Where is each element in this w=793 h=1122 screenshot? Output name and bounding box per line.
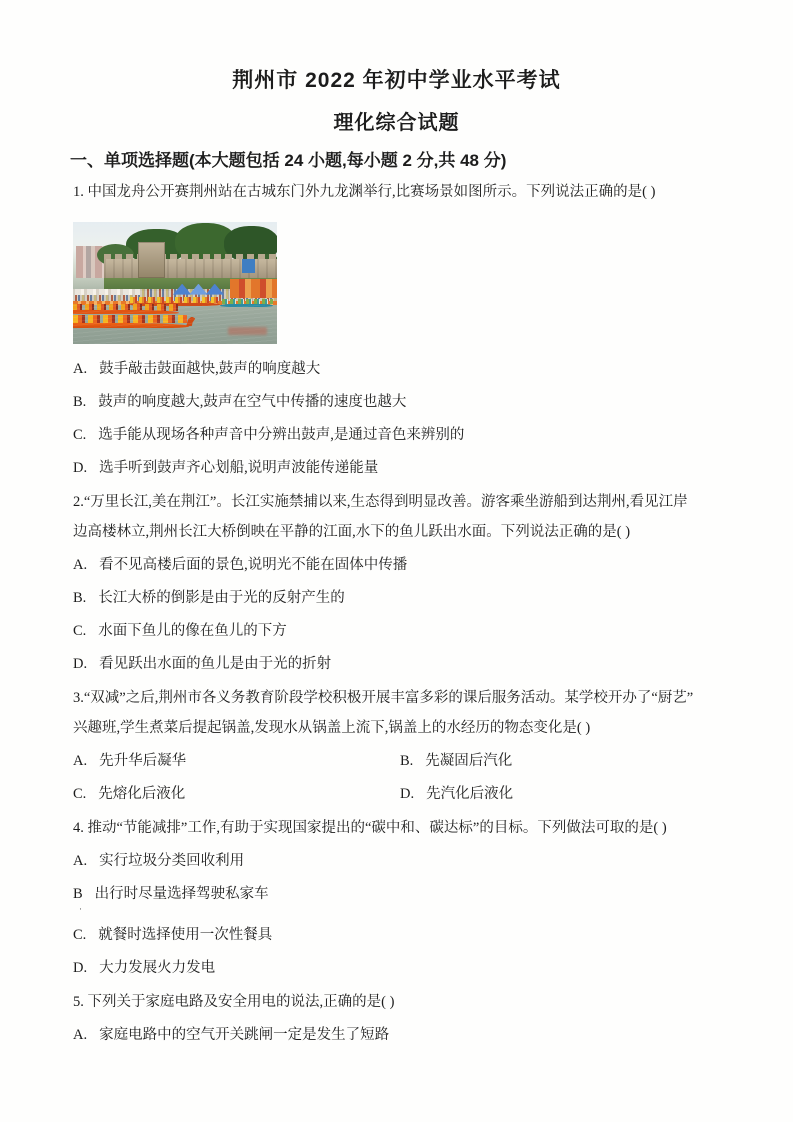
option-label: A. (73, 557, 88, 573)
question-3-option-a (73, 753, 400, 769)
option-label: A. (73, 1027, 88, 1043)
option-text: 长江大桥的倒影是由于光的反射产生的 (98, 590, 345, 606)
option-text: 鼓声的响度越大,鼓声在空气中传播的速度也越大 (98, 394, 407, 410)
question-3-option-d (400, 786, 793, 802)
question-1 (0, 184, 793, 476)
option-text: 先升华后凝华 (99, 753, 187, 769)
stray-print-mark: · (79, 904, 82, 914)
option-text: 大力发展火力发电 (99, 960, 216, 976)
question-3-stem-line1: 3.“双减”之后,荆州市各义务教育阶段学校积极开展丰富多彩的课后服务活动。某学校开办了“厨艺” (73, 690, 694, 706)
question-2 (0, 494, 793, 672)
question-2-option-b (73, 590, 793, 606)
option-text: 先凝固后汽化 (425, 753, 513, 769)
question-4-option-d (73, 960, 793, 976)
question-2-option-c (73, 623, 793, 639)
option-text: 看不见高楼后面的景色,说明光不能在固体中传播 (99, 557, 408, 573)
option-label: B (73, 886, 83, 902)
question-3-option-c (73, 786, 400, 802)
option-text: 选手听到鼓声齐心划船,说明声波能传递能量 (99, 460, 379, 476)
question-1-option-d (73, 460, 793, 476)
section-heading: 一、单项选择题(本大题包括 24 小题,每小题 2 分,共 48 分) (70, 151, 507, 170)
option-label: A. (73, 753, 88, 769)
question-5-stem: 5. 下列关于家庭电路及安全用电的说法,正确的是( ) (73, 994, 395, 1010)
page-subtitle: 理化综合试题 (333, 112, 460, 134)
question-2-stem-line2: 边高楼林立,荆州长江大桥倒映在平静的江面,水下的鱼儿跃出水面。下列说法正确的是( ) (73, 524, 631, 540)
question-3-stem-line2: 兴趣班,学生煮菜后提起锅盖,发现水从锅盖上流下,锅盖上的水经历的物态变化是( ) (73, 720, 591, 736)
question-2-option-d (73, 656, 793, 672)
option-label: D. (400, 786, 415, 802)
question-3-options-row2 (73, 786, 793, 802)
option-text: 实行垃圾分类回收利用 (99, 853, 245, 869)
option-label: C. (73, 427, 87, 443)
option-text: 选手能从现场各种声音中分辨出鼓声,是通过音色来辨别的 (98, 427, 465, 443)
question-5-option-a (73, 1027, 793, 1043)
option-text: 家庭电路中的空气开关跳闸一定是发生了短路 (99, 1027, 390, 1043)
option-label: C. (73, 623, 87, 639)
option-label: B. (73, 394, 87, 410)
option-label: A. (73, 853, 88, 869)
question-1-option-c (73, 427, 793, 443)
option-text: 出行时尽量选择驾驶私家车 (94, 886, 269, 902)
option-label: D. (73, 960, 88, 976)
question-3 (0, 690, 793, 802)
option-label: D. (73, 656, 88, 672)
option-text: 先汽化后液化 (426, 786, 514, 802)
question-4-stem: 4. 推动“节能减排”工作,有助于实现国家提出的“碳中和、碳达标”的目标。下列做法可取的是( ) (73, 820, 667, 836)
question-4-option-b (73, 886, 793, 902)
option-label: C. (73, 927, 87, 943)
photo-canopy-row (75, 289, 140, 295)
option-text: 鼓手敲击鼓面越快,鼓声的响度越大 (99, 361, 321, 377)
question-2-option-a (73, 557, 793, 573)
option-label: A. (73, 361, 88, 377)
question-1-option-b (73, 394, 793, 410)
question-4 (0, 820, 793, 976)
question-4-option-a (73, 853, 793, 869)
photo-water-sheen (73, 305, 277, 344)
dragon-boat-race-photo (73, 222, 277, 344)
photo-watermark (228, 327, 267, 335)
option-text: 就餐时选择使用一次性餐具 (98, 927, 273, 943)
question-3-option-b (400, 753, 793, 769)
photo-gate-tower (138, 242, 165, 279)
option-label: D. (73, 460, 88, 476)
option-text: 水面下鱼儿的像在鱼儿的下方 (98, 623, 287, 639)
option-text: 看见跃出水面的鱼儿是由于光的折射 (99, 656, 332, 672)
photo-blue-sign (242, 259, 254, 274)
question-1-stem: 1. 中国龙舟公开赛荆州站在古城东门外九龙渊举行,比赛场景如图所示。下列说法正确的是( ) (73, 184, 656, 200)
question-1-option-a (73, 361, 793, 377)
question-4-option-c (73, 927, 793, 943)
question-3-options-row1 (73, 753, 793, 769)
option-text: 先熔化后液化 (98, 786, 186, 802)
photo-orange-banners (230, 279, 277, 297)
option-label: B. (73, 590, 87, 606)
option-label: C. (73, 786, 87, 802)
page-title: 荆州市 2022 年初中学业水平考试 (232, 69, 561, 92)
option-label: B. (400, 753, 414, 769)
question-2-stem-line1: 2.“万里长江,美在荆江”。长江实施禁捕以来,生态得到明显改善。游客乘坐游船到达荆州,看见江岸 (73, 494, 688, 510)
question-5 (0, 994, 793, 1043)
